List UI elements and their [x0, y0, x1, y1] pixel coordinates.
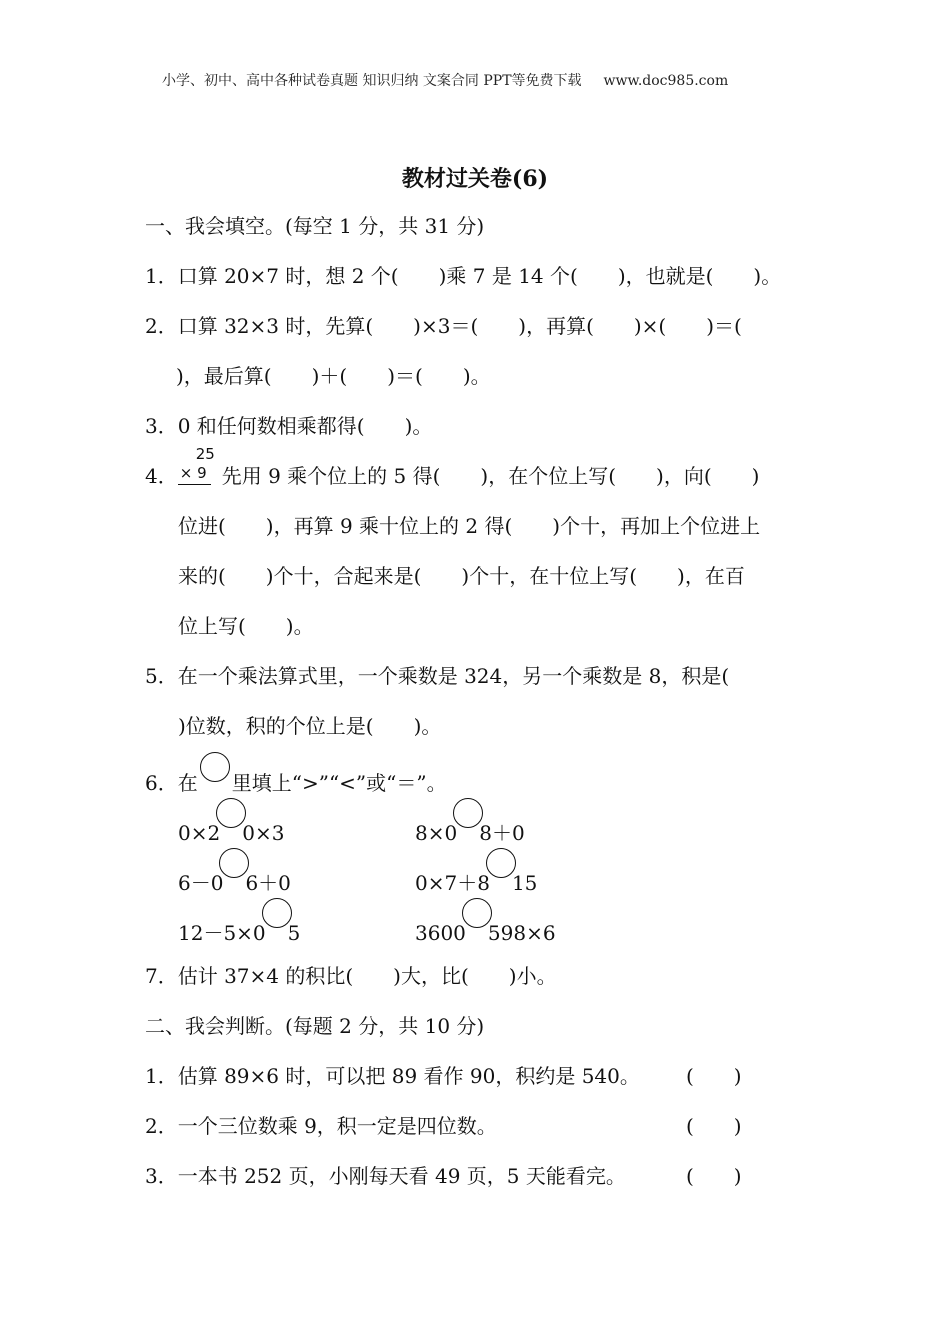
compare-right: 6＋0: [245, 871, 291, 895]
compare-item-1[interactable]: [178, 812, 284, 847]
question-1-5-line2: )位数，积的个位上是( )。: [178, 714, 442, 738]
judge-item-3: 3．一本书 252 页，小刚每天看 49 页，5 天能看完。: [145, 1164, 626, 1188]
compare-left: 0×2: [178, 821, 221, 845]
compare-left: 0×7＋8: [415, 871, 490, 895]
judge-item-2: 2．一个三位数乘 9，积一定是四位数。: [145, 1114, 497, 1138]
page-header: [162, 70, 728, 90]
question-1-6-pre: 6．在: [145, 771, 198, 795]
judge-answer-1[interactable]: ( ): [686, 1064, 742, 1088]
compare-right: 15: [511, 871, 538, 895]
question-1-4-text: 先用 9 乘个位上的 5 得( )，在个位上写( )，向( ): [221, 464, 760, 488]
compare-circle-icon[interactable]: [262, 898, 292, 928]
compare-circle-icon[interactable]: [486, 848, 516, 878]
vertical-bottom: × 9: [178, 462, 211, 485]
compare-circle-icon[interactable]: [462, 898, 492, 928]
question-1-3: 3．0 和任何数相乘都得( )。: [145, 414, 433, 438]
vertical-multiplication: [178, 445, 222, 490]
compare-item-6[interactable]: [415, 912, 556, 947]
judge-answer-2[interactable]: ( ): [686, 1114, 742, 1138]
question-1-6: [145, 762, 447, 797]
section1-heading: 一、我会填空。(每空 1 分，共 31 分): [145, 214, 485, 238]
header-text: 小学、初中、高中各种试卷真题 知识归纳 文案合同 PPT等免费下载: [162, 73, 582, 89]
page-title: 教材过关卷(6): [401, 166, 549, 192]
question-1-4-number: 4．: [145, 464, 178, 488]
compare-right: 0×3: [242, 821, 285, 845]
compare-left: 12－5×0: [178, 921, 266, 945]
question-1-5-line1: 5．在一个乘法算式里，一个乘数是 324，另一个乘数是 8，积是(: [145, 664, 730, 688]
section2-heading: 二、我会判断。(每题 2 分，共 10 分): [145, 1014, 485, 1038]
compare-item-2[interactable]: [415, 812, 525, 847]
question-1-2-line2: )，最后算( )＋( )＝( )。: [176, 364, 491, 388]
compare-right: 8＋0: [479, 821, 525, 845]
judge-answer-3[interactable]: ( ): [686, 1164, 742, 1188]
question-1-4-line1: [145, 445, 760, 490]
question-1-1: 1．口算 20×7 时，想 2 个( )乘 7 是 14 个( )，也就是( )。: [145, 264, 782, 288]
question-1-4-line3: 来的( )个十，合起来是( )个十，在十位上写( )，在百: [178, 564, 745, 588]
compare-left: 3600: [415, 921, 466, 945]
question-1-2-line1: 2．口算 32×3 时，先算( )×3＝( )，再算( )×( )＝(: [145, 314, 742, 338]
compare-circle-icon: [200, 752, 230, 782]
question-1-4-line2: 位进( )，再算 9 乘十位上的 2 得( )个十，再加上个位进上: [178, 514, 761, 538]
question-1-7: 7．估计 37×4 的积比( )大，比( )小。: [145, 964, 557, 988]
compare-left: 8×0: [415, 821, 458, 845]
header-url[interactable]: www.doc985.com: [603, 73, 729, 89]
compare-left: 6－0: [178, 871, 224, 895]
compare-item-4[interactable]: [415, 862, 537, 897]
compare-item-3[interactable]: [178, 862, 291, 897]
question-1-6-post: 里填上“>”“<”或“＝”。: [231, 771, 447, 795]
compare-right: 598×6: [487, 921, 556, 945]
judge-item-1: 1．估算 89×6 时，可以把 89 看作 90，积约是 540。: [145, 1064, 640, 1088]
compare-right: 5: [287, 921, 301, 945]
question-1-4-line4: 位上写( )。: [178, 614, 314, 638]
compare-item-5[interactable]: [178, 912, 300, 947]
vertical-top: 25: [195, 445, 215, 463]
